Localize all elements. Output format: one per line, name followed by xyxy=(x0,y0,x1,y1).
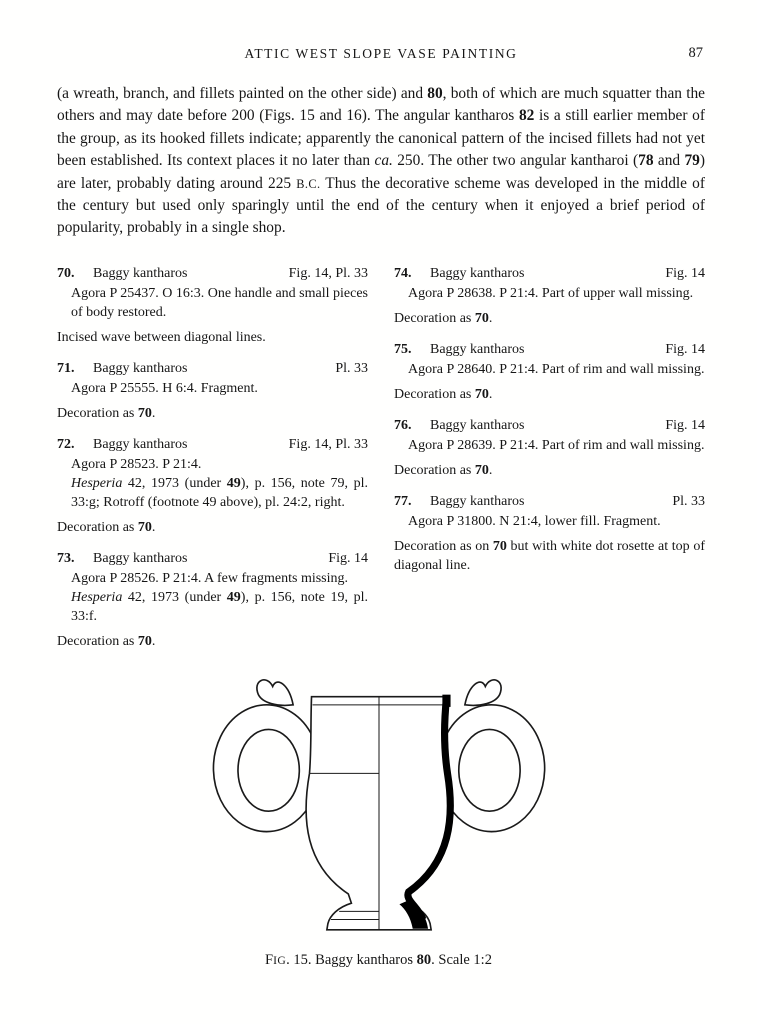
catalog-entry-head xyxy=(57,264,368,283)
entry-title: Baggy kantharos xyxy=(430,265,525,281)
entry-line xyxy=(71,284,368,322)
page-number: 87 xyxy=(688,45,703,61)
entry-line xyxy=(57,518,368,537)
text-run: 42, 1973 (under xyxy=(122,475,227,491)
text-run: 78 xyxy=(638,152,654,170)
text-run: . xyxy=(151,633,156,649)
text-run: Agora P 28523. P 21:4. xyxy=(71,456,202,472)
entry-line xyxy=(71,379,368,398)
entry-line xyxy=(57,632,368,651)
text-run: Decoration as xyxy=(57,519,138,535)
catalog-entry xyxy=(57,264,368,347)
text-run: Agora P 28526. P 21:4. A few fragments missing. xyxy=(71,570,349,586)
entry-line xyxy=(71,588,368,626)
entry-figure-ref: Pl. 33 xyxy=(335,360,368,376)
text-run: 70 xyxy=(137,519,152,535)
entry-figure-ref: Fig. 14 xyxy=(665,417,705,433)
entry-number: 75. xyxy=(394,341,412,357)
text-run: . xyxy=(488,386,493,402)
text-run: Decoration as xyxy=(394,310,475,326)
text-run: . xyxy=(151,519,156,535)
catalog-entry-head xyxy=(394,416,705,435)
text-run: 79 xyxy=(684,152,700,170)
text-run: 70 xyxy=(474,462,489,478)
entry-line xyxy=(71,474,368,512)
text-run: Agora P 28640. P 21:4. Part of rim and wall missing. xyxy=(408,361,705,377)
entry-number: 76. xyxy=(394,417,412,433)
text-run: 70 xyxy=(137,633,152,649)
entry-line xyxy=(394,461,705,480)
text-run: ca. xyxy=(374,152,393,170)
entry-number: 71. xyxy=(57,360,75,376)
entry-line xyxy=(394,385,705,404)
text-run: ), p. 156, note 79, pl. 33:g; Rotroff (footnote 49 above), pl. 24:2, right. xyxy=(71,475,368,510)
text-run: . Scale 1:2 xyxy=(431,952,492,968)
text-run: Incised wave between diagonal lines. xyxy=(57,329,266,345)
text-run: ), p. 156, note 19, pl. 33:f. xyxy=(71,589,368,624)
text-run: . xyxy=(488,462,493,478)
catalog-entry-head xyxy=(57,435,368,454)
catalog-column-left xyxy=(57,264,368,663)
entry-line xyxy=(71,569,368,588)
catalog-entry xyxy=(394,492,705,575)
text-run: (a wreath, branch, and fillets painted on the other side) and xyxy=(57,85,428,102)
entry-number: 73. xyxy=(57,550,75,566)
text-run: Hesperia xyxy=(71,589,123,605)
entry-title: Baggy kantharos xyxy=(93,550,188,566)
text-run: is a still earlier member of the group, as its hooked fillets indicate; apparently the canonical pattern of the incised fillets had not yet been established. Its context places it no later than xyxy=(57,107,705,170)
text-run: ) are later, probably dating around 225 xyxy=(57,152,705,192)
running-head xyxy=(57,46,705,62)
text-run: Agora P 28639. P 21:4. Part of rim and wall missing. xyxy=(408,437,705,453)
text-run: Agora P 28638. P 21:4. Part of upper wall missing. xyxy=(408,285,694,301)
entry-title: Baggy kantharos xyxy=(93,436,188,452)
text-run: 70 xyxy=(492,538,507,554)
catalog-entry xyxy=(394,340,705,404)
text-run: IG xyxy=(273,954,287,967)
text-run: 80 xyxy=(416,952,432,968)
text-run: Agora P 25555. H 6:4. Fragment. xyxy=(71,380,258,396)
kantharos-drawing xyxy=(195,666,563,940)
entry-title: Baggy kantharos xyxy=(430,417,525,433)
entry-number: 72. xyxy=(57,436,75,452)
text-run: 70 xyxy=(474,310,489,326)
text-run: Decoration as xyxy=(57,633,138,649)
catalog-entry-head xyxy=(394,340,705,359)
catalog-entry-head xyxy=(57,549,368,568)
catalog-entry-head xyxy=(394,264,705,283)
text-run: 250. The other two angular kantharoi ( xyxy=(392,152,639,170)
text-run: , both of which are much squatter than the others and may date before 200 (Figs. 15 and 16). The angular kantharos xyxy=(57,85,705,125)
catalog-entry xyxy=(394,264,705,328)
entry-number: 77. xyxy=(394,493,412,509)
entry-figure-ref: Pl. 33 xyxy=(672,493,705,509)
entry-title: Baggy kantharos xyxy=(430,341,525,357)
catalog xyxy=(57,264,705,663)
text-run: 80 xyxy=(427,85,443,102)
intro-paragraph xyxy=(57,83,705,240)
entry-figure-ref: Fig. 14 xyxy=(665,341,705,357)
text-run: Decoration as xyxy=(394,386,475,402)
text-run: 42, 1973 (under xyxy=(122,589,227,605)
text-run: . xyxy=(151,405,156,421)
catalog-entry xyxy=(57,359,368,423)
entry-line xyxy=(408,284,705,303)
text-run: Thus the decorative scheme was developed in the middle of the century but used only sparingly until the end of the century when it enjoyed a brief period of popularity, probably in a single shop. xyxy=(57,174,705,237)
figure-caption xyxy=(0,952,757,969)
entry-figure-ref: Fig. 14 xyxy=(665,265,705,281)
text-run: B.C. xyxy=(296,176,321,191)
text-run: and xyxy=(653,152,685,170)
text-run: 49 xyxy=(226,589,241,605)
entry-title: Baggy kantharos xyxy=(93,265,188,281)
text-block xyxy=(57,46,705,663)
catalog-entry xyxy=(57,435,368,537)
entry-line xyxy=(408,512,705,531)
entry-line xyxy=(57,404,368,423)
text-run: 82 xyxy=(518,107,535,125)
text-run: . xyxy=(488,310,493,326)
entry-figure-ref: Fig. 14, Pl. 33 xyxy=(288,436,368,452)
entry-line xyxy=(408,360,705,379)
entry-line xyxy=(57,328,368,347)
text-run: 70 xyxy=(474,386,489,402)
entry-line xyxy=(394,309,705,328)
text-run: but with white dot rosette at top of diagonal line. xyxy=(394,538,705,573)
entry-line xyxy=(71,455,368,474)
text-run: Decoration as on xyxy=(394,538,493,554)
page-title: ATTIC WEST SLOPE VASE PAINTING xyxy=(244,46,518,61)
text-run: . 15. Baggy kantharos xyxy=(286,952,417,968)
text-run: Agora P 31800. N 21:4, lower fill. Fragment. xyxy=(408,513,661,529)
text-run: Agora P 25437. O 16:3. One handle and small pieces of body restored. xyxy=(71,285,368,320)
text-run: F xyxy=(265,952,274,968)
catalog-column-right xyxy=(394,264,705,663)
entry-line xyxy=(394,537,705,575)
entry-title: Baggy kantharos xyxy=(93,360,188,376)
catalog-entry xyxy=(394,416,705,480)
entry-title: Baggy kantharos xyxy=(430,493,525,509)
kantharos-figure xyxy=(0,666,757,945)
entry-line xyxy=(408,436,705,455)
text-run: Hesperia xyxy=(71,475,123,491)
catalog-entry xyxy=(57,549,368,651)
text-run: Decoration as xyxy=(57,405,138,421)
entry-figure-ref: Fig. 14 xyxy=(328,550,368,566)
text-run: 70 xyxy=(137,405,152,421)
text-run: Decoration as xyxy=(394,462,475,478)
catalog-entry-head xyxy=(57,359,368,378)
entry-figure-ref: Fig. 14, Pl. 33 xyxy=(288,265,368,281)
entry-number: 70. xyxy=(57,265,75,281)
text-run: 49 xyxy=(226,475,241,491)
entry-number: 74. xyxy=(394,265,412,281)
catalog-entry-head xyxy=(394,492,705,511)
